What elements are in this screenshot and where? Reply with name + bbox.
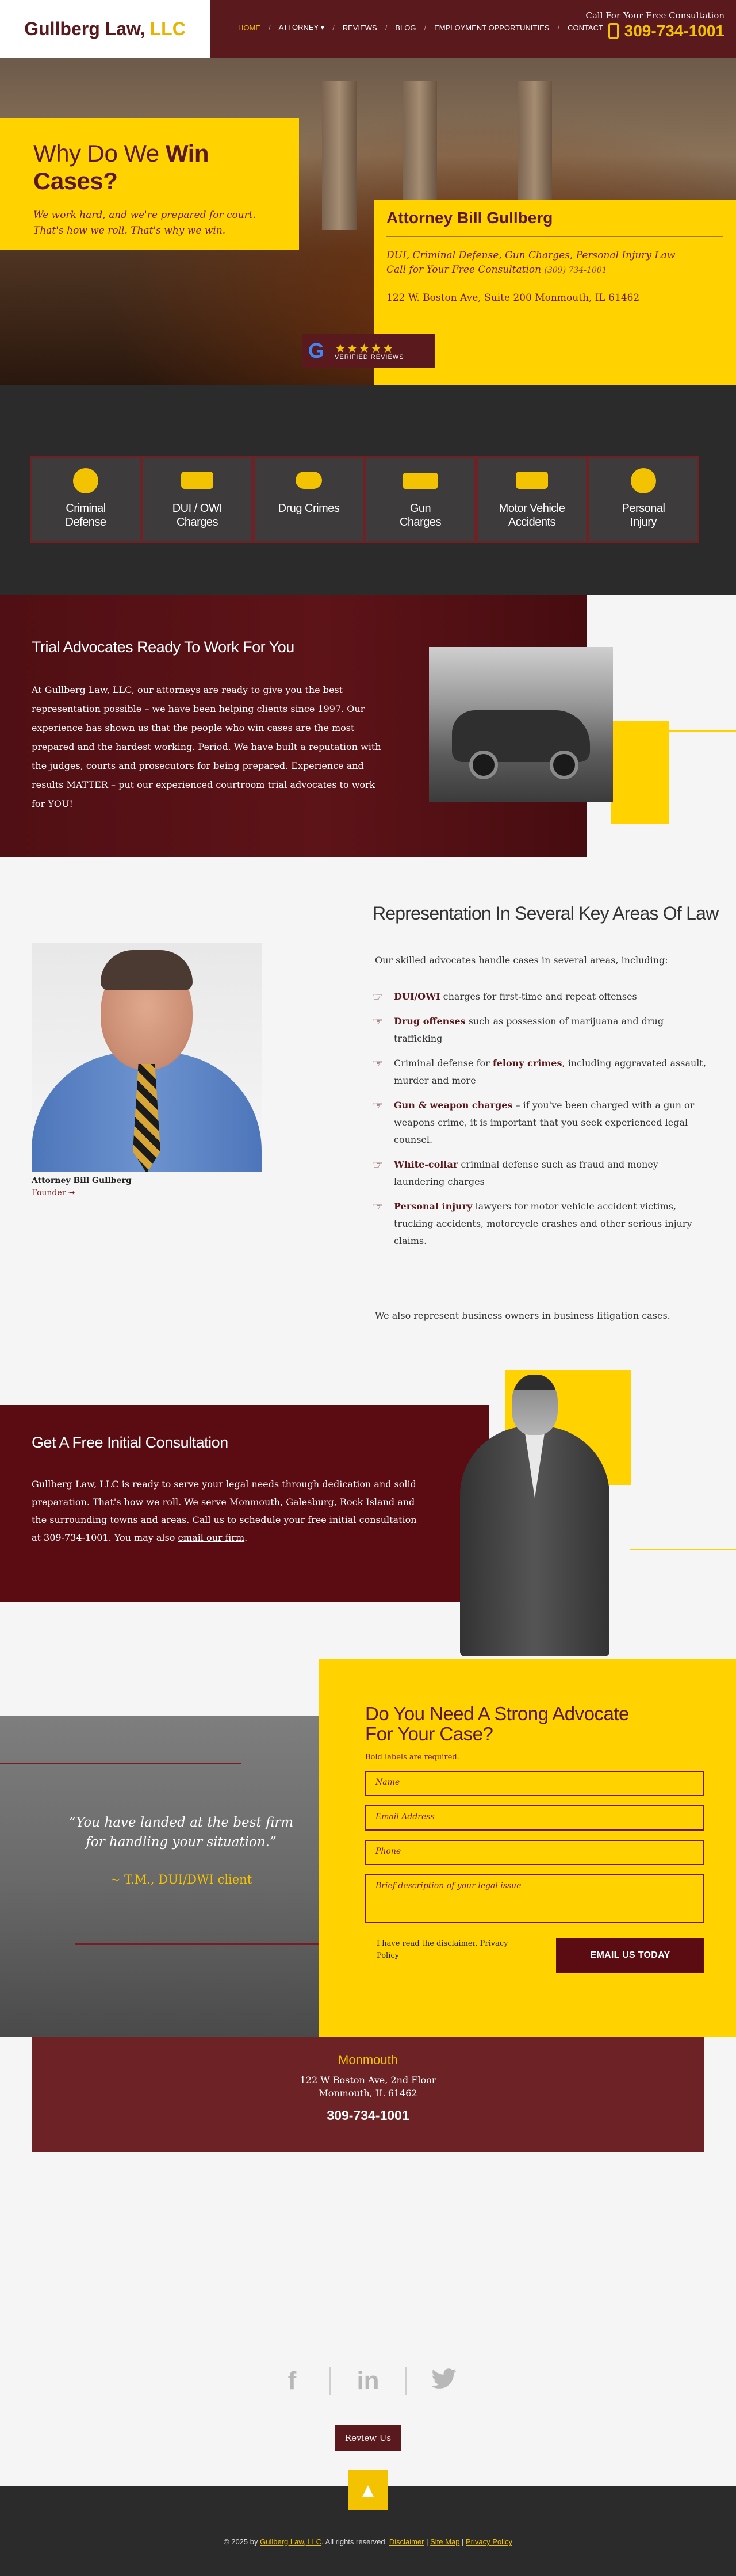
attorney-practice-areas: DUI, Criminal Defense, Gun Charges, Personal Injury Law [386,250,676,261]
copyright [0,2537,736,2546]
consultation-body [32,1475,428,1547]
office-street-1: 122 W Boston Ave, 2nd Floor [300,2074,436,2085]
practice-tile-drug-crimes[interactable] [253,456,365,543]
item-bold: White-collar [394,1159,458,1170]
nav-separator: / [332,23,335,32]
hero-title-prefix: Why Do We [33,140,159,167]
office-city: Monmouth [338,2053,398,2067]
verified-reviews-badge[interactable] [302,334,435,368]
office-phone[interactable]: 309-734-1001 [327,2108,409,2123]
nav-separator: / [557,23,560,32]
practice-areas-section [0,385,736,595]
nav-separator: / [385,23,388,32]
decorative-line [0,1763,241,1764]
representation-intro: Our skilled advocates handle cases in several areas, including: [375,955,668,966]
footer-privacy-link[interactable]: Privacy Policy [466,2537,512,2546]
attorney-consult [386,264,723,284]
tile-label: Charges [176,516,218,529]
nav-reviews[interactable]: REVIEWS [342,23,377,32]
pills-icon [296,472,322,489]
practice-tile-dui[interactable] [141,456,253,543]
google-icon: G [308,339,325,362]
nav-attorney[interactable] [271,23,333,32]
attorney-name: Attorney Bill Gullberg [386,209,723,237]
phone-field[interactable]: Phone [365,1840,704,1865]
tile-label: Personal [622,502,665,515]
representation-outro: We also represent business owners in business litigation cases. [375,1310,670,1321]
attorney-address: 122 W. Boston Ave, Suite 200 Monmouth, IL 61462 [386,292,640,304]
hero-title [33,140,299,195]
item-post: , including aggravated assault, murder and more [394,1058,706,1086]
badge-content [329,342,404,361]
nav-blog[interactable]: BLOG [395,23,416,32]
list-item [373,1097,706,1149]
footer-firm-link[interactable]: Gullberg Law, LLC [260,2537,322,2546]
car-wheel [550,751,578,779]
portrait-role-link[interactable]: Founder ➟ [32,1188,75,1197]
email-firm-link[interactable] [178,1532,244,1543]
tile-label: Defense [65,516,106,529]
tile-label: Injury [630,516,657,529]
header-phone-link[interactable] [586,22,724,40]
tile-label: Accidents [508,516,556,529]
office-block [32,2037,704,2152]
practice-tile-motor-vehicle[interactable] [476,456,588,543]
site-header [0,0,736,58]
phone-icon [608,23,619,39]
tile-label: Drug Crimes [278,502,340,515]
facebook-icon[interactable]: f [288,2367,297,2395]
nav-separator: / [269,23,271,32]
list-item [373,1013,706,1047]
portrait-name: Attorney Bill Gullberg [32,1176,132,1185]
form-footer [365,1938,704,1972]
consultation-text: Gullberg Law, LLC is ready to serve your legal needs through dedication and solid preparation. That's how we roll. We serve Monmouth, Galesburg, Rock Island and the surrounding towns and areas. Call us to schedule your free initial consultation at 309-734-1001. You may also [32,1479,417,1543]
email-firm-link-label: email our firm [178,1532,245,1543]
list-item [373,1055,706,1089]
item-post: lawyers for motor vehicle accident victims, trucking accidents, motorcycle crashes and other serious injury claims. [394,1201,692,1246]
tile-label: DUI / OWI [172,502,223,515]
testimonial-author: ~ T.M., DUI/DWI client [110,1873,252,1886]
practice-tile-gun-charges[interactable] [365,456,476,543]
hero-headline-box [0,118,299,250]
practice-area-tiles [30,456,699,543]
item-bold: Gun & weapon charges [394,1100,513,1111]
form-required-note: Bold labels are required. [365,1753,459,1762]
item-post: criminal defense such as fraud and money laundering charges [394,1159,658,1187]
testimonial-section [0,1716,319,2037]
list-item [373,988,706,1005]
gun-icon [403,473,438,489]
chevron-down-icon: ▾ [318,23,325,32]
footer-separator: | [424,2537,431,2546]
item-post: charges for first-time and repeat offenses [440,991,637,1002]
representation-list [373,988,706,1257]
tile-label: Criminal [66,502,106,515]
office-street-2: Monmouth, IL 61462 [319,2088,417,2099]
nav-employment[interactable]: EMPLOYMENT OPPORTUNITIES [434,23,550,32]
main-nav [230,23,611,32]
hero-tagline-1: We work hard, and we're prepared for court. [33,209,256,221]
car-crash-icon [516,472,548,489]
trial-heading: Trial Advocates Ready To Work For You [32,638,294,656]
consultation-heading: Get A Free Initial Consultation [32,1434,228,1451]
suit-head [512,1375,558,1435]
hero-tagline-2: That's how we roll. That's why we win. [33,225,226,236]
social-links [0,2367,736,2395]
tile-label: Charges [399,516,442,529]
consult-phone[interactable]: (309) 734-1001 [544,266,607,275]
representation-heading: Representation In Several Key Areas Of Law [373,903,719,924]
back-to-top-button[interactable] [348,2470,388,2510]
linkedin-icon[interactable]: in [356,2367,379,2395]
decorative-line [669,730,736,732]
consult-label: Call for Your Free Consultation [386,264,542,275]
car-accident-photo [429,647,613,802]
fingerprint-icon [73,468,98,493]
police-car-icon [181,472,213,489]
decorative-line [630,1549,736,1550]
contact-form-section [319,1659,736,2037]
nav-separator: / [424,23,427,32]
item-bold: Personal injury [394,1201,473,1212]
consultation-tail: . [244,1532,248,1543]
copyright-prefix: © 2025 by [224,2537,260,2546]
decorative-yellow-block [611,721,669,824]
header-phone: 309-734-1001 [624,22,724,40]
copyright-rights: . All rights reserved. [321,2537,389,2546]
email-us-button[interactable]: EMAIL US TODAY [556,1938,704,1973]
review-us-button[interactable]: Review Us [335,2425,401,2451]
description-field[interactable]: Brief description of your legal issue [365,1874,704,1923]
item-bold: Drug offenses [394,1016,466,1027]
car-wheel [469,751,498,779]
twitter-icon[interactable] [407,2367,481,2395]
practice-tile-criminal-defense[interactable] [30,456,141,543]
tile-label: Gun [409,502,431,515]
hero [0,58,736,385]
trial-body: At Gullberg Law, LLC, our attorneys are ready to give you the best representation possible – we have been helping clients since 1997. Our experience has shown us that the people who win cases are the most prepared and the hardest working. Period. We have built a reputation with the judges, courts and prosecutors for being prepared. Experience and results MATTER – put our experienced courtroom trial advocates to work for YOU! [32,684,381,809]
item-bold: DUI/OWI [394,991,440,1002]
portrait-hair [101,950,193,990]
list-item [373,1198,706,1250]
call-label: Call For Your Free Consultation [585,10,724,21]
hero-title-bold: Win Cases? [33,140,209,194]
testimonial-quote: “You have landed at the best firm for handling your situation.” [68,1815,294,1850]
item-bold: felony crimes [492,1058,562,1069]
star-rating: ★★★★★ [335,341,394,356]
footer-disclaimer-link[interactable]: Disclaimer [389,2537,424,2546]
chevron-up-icon: ▲ [362,2482,374,2499]
injured-person-icon [631,468,656,493]
footer-sitemap-link[interactable]: Site Map [430,2537,460,2546]
form-heading: Do You Need A Strong Advocate For Your Case? [365,1703,629,1744]
decorative-line [75,1943,319,1945]
logo-suffix: LLC [150,18,186,39]
nav-contact[interactable]: CONTACT [568,23,603,32]
site-logo[interactable] [0,0,210,58]
practice-tile-personal-injury[interactable] [588,456,699,543]
hero-tagline [33,208,299,239]
item-post: such as possession of marijuana and drug trafficking [394,1016,664,1044]
header-call [586,10,724,40]
item-pre: Criminal defense for [394,1058,493,1069]
nav-home[interactable]: HOME [238,23,260,32]
attorney-portrait [32,943,262,1172]
nav-attorney-label: ATTORNEY [278,23,319,32]
office-address [32,2073,704,2100]
disclaimer-text[interactable]: I have read the disclaimer. Privacy Policy [377,1939,508,1960]
name-field[interactable]: Name [365,1771,704,1796]
list-item [373,1156,706,1191]
tile-label: Motor Vehicle [499,502,565,515]
twitter-bird-icon [431,2368,457,2389]
consultation-section [0,1405,489,1602]
footer-separator: | [459,2537,466,2546]
logo-name: Gullberg Law, [24,18,145,39]
attorney-photo-suit [460,1375,610,1656]
item-post: – if you've been charged with a gun or weapons crime, it is important that you seek experienced legal counsel. [394,1100,695,1145]
courtroom-pillar [322,81,356,230]
badge-text: VERIFIED REVIEWS [335,353,404,361]
email-field[interactable]: Email Address [365,1805,704,1831]
